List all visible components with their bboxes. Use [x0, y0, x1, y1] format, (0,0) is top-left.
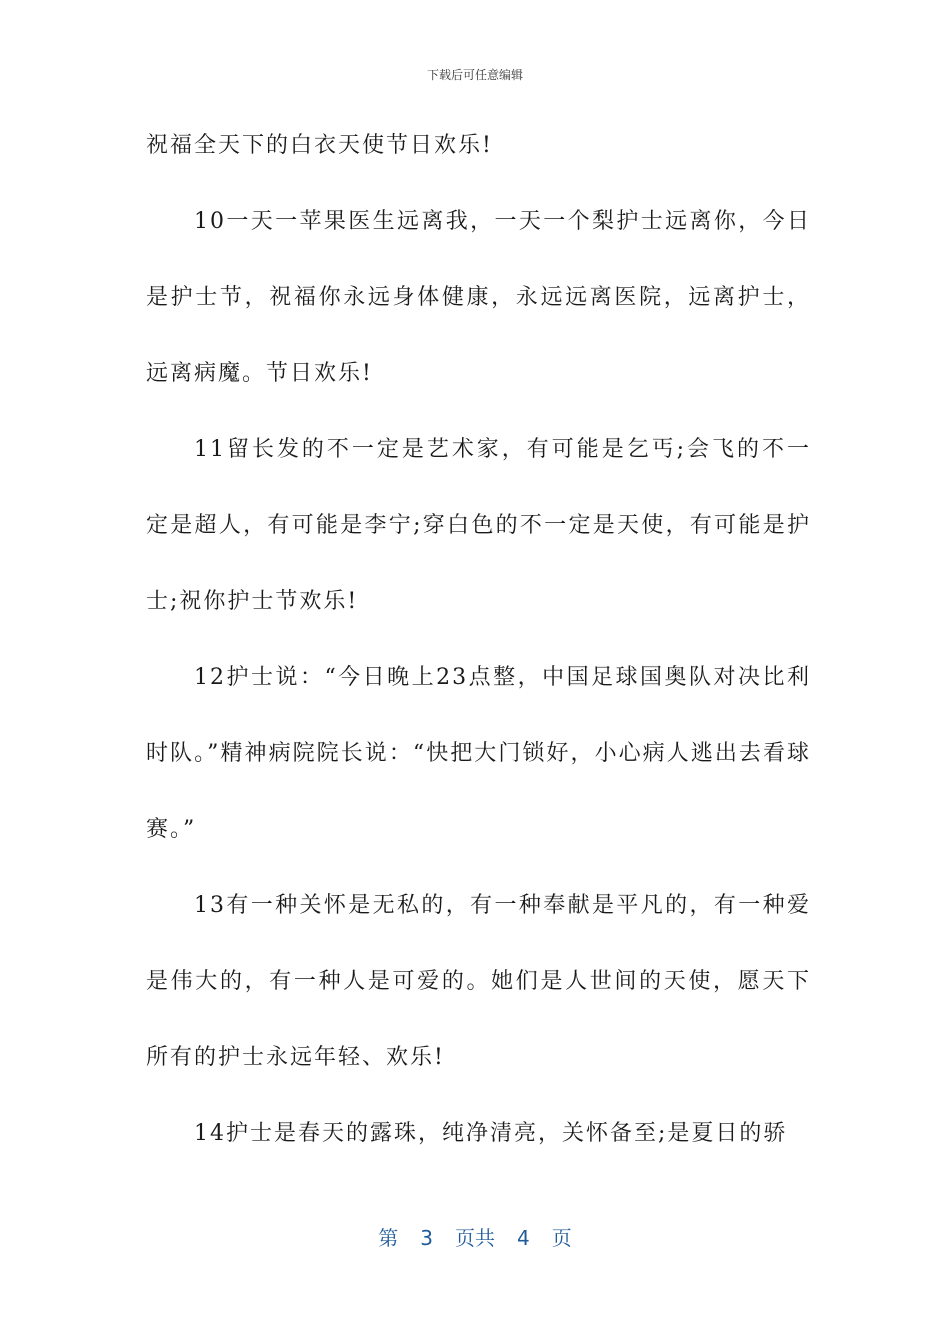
total-pages-number: 4 — [517, 1226, 530, 1250]
paragraph: 14护士是春天的露珠，纯净清亮，关怀备至;是夏日的骄 — [194, 1121, 788, 1146]
footer-prefix: 第 — [378, 1226, 399, 1250]
footer-suffix: 页 — [551, 1226, 572, 1250]
paragraph: 12护士说：“今日晚上23点整，中国足球国奥队对决比利时队。”精神病院院长说：“快把大门锁好，小心病人逃出去看球赛。” — [146, 665, 811, 842]
paragraph: 祝福全天下的白衣天使节日欢乐! — [146, 133, 493, 158]
document-body — [146, 108, 811, 1172]
page-header: 下载后可任意编辑 — [426, 68, 523, 82]
paragraph: 11留长发的不一定是艺术家，有可能是乞丐;会飞的不一定是超人，有可能是李宁;穿白色的不一定是天使，有可能是护士;祝你护士节欢乐! — [146, 437, 811, 614]
paragraph: 13有一种关怀是无私的，有一种奉献是平凡的，有一种爱是伟大的，有一种人是可爱的。她们是人世间的天使，愿天下所有的护士永远年轻、欢乐! — [146, 893, 811, 1070]
page-footer — [0, 1224, 950, 1252]
current-page-number: 3 — [420, 1226, 433, 1250]
paragraph: 10一天一苹果医生远离我，一天一个梨护士远离你，今日是护士节，祝福你永远身体健康，永远远离医院，远离护士，远离病魔。节日欢乐! — [146, 209, 811, 386]
footer-middle: 页共 — [455, 1226, 495, 1250]
